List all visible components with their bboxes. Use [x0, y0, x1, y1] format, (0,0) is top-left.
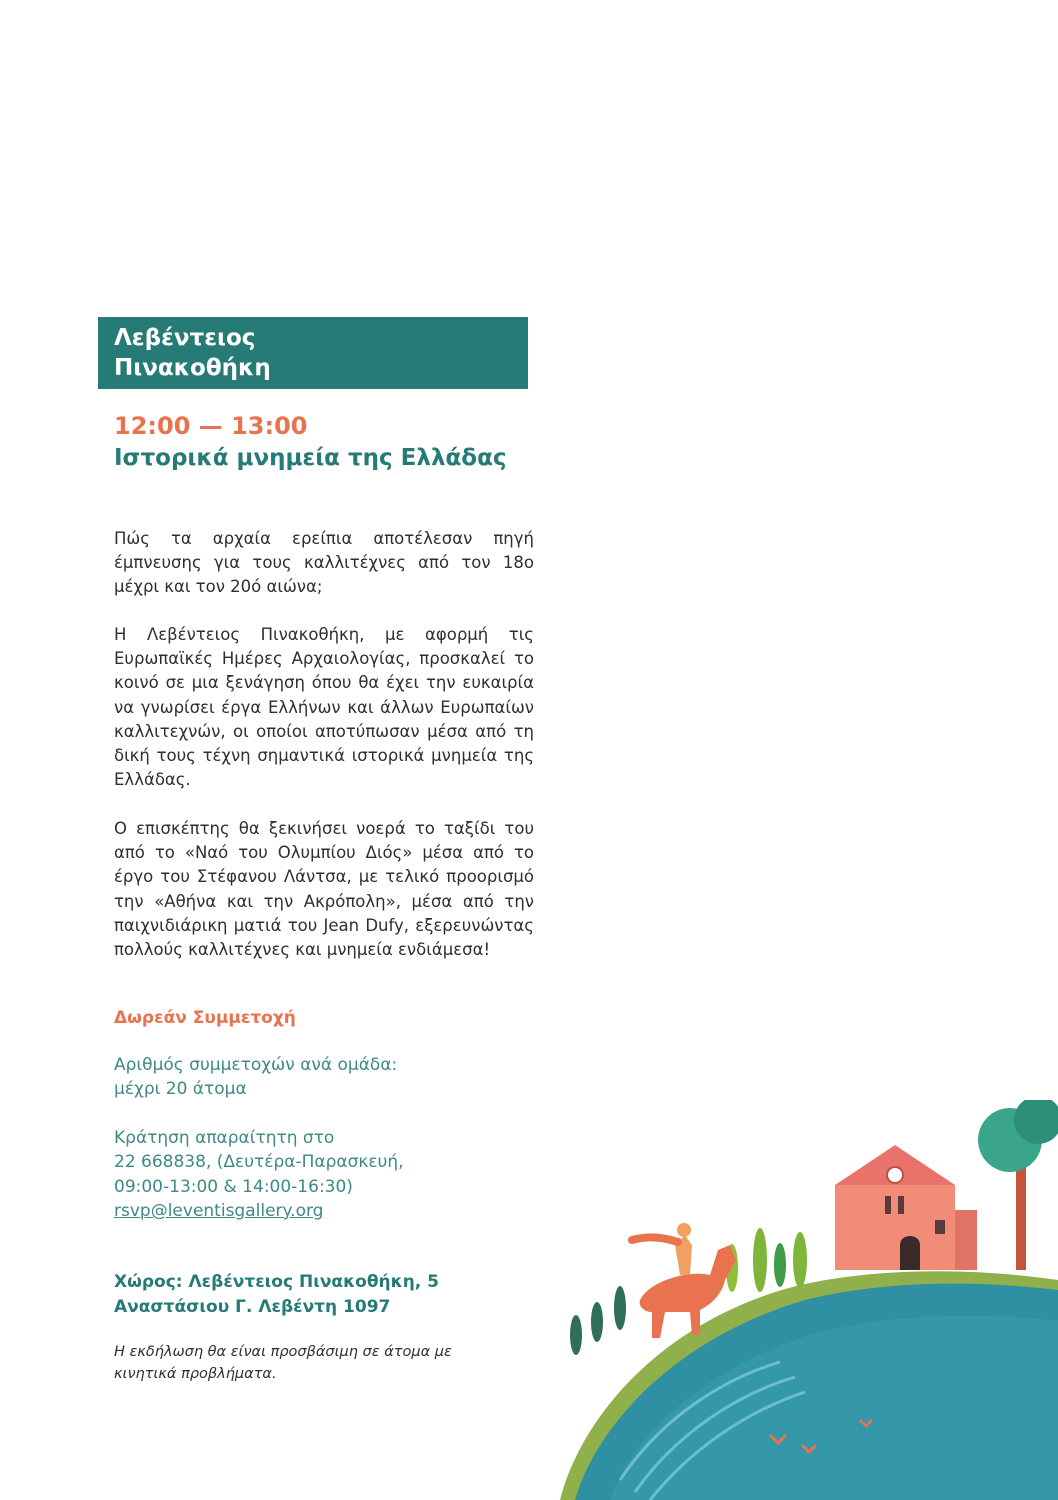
accessibility-note — [114, 1342, 534, 1385]
cypress-tree-icon — [614, 1286, 626, 1330]
group-size-line2: μέχρι 20 άτομα — [114, 1079, 247, 1100]
accessibility-line2: κινητικά προβλήματα. — [114, 1365, 277, 1382]
description-paragraph: Η Λεβέντειος Πινακοθήκη, με αφορμή τις Ευρωπαϊκές Ημέρες Αρχαιολογίας, προσκαλεί το κοινό σε μια ξενάγηση όπου θα έχει την ευκαιρία να γνωρίσει έργα Ελλήνων και άλλων Ευρωπαίων καλλιτεχνών, οι οποίοι αποτύπωσαν μέσα από τη δική τους τέχνη σημαντικά ιστορικά μνημεία της Ελλάδας. — [114, 625, 534, 790]
venue-banner-line2: Πινακοθήκη — [114, 355, 271, 381]
cypress-tree-icon — [753, 1228, 767, 1292]
location-line2: Αναστάσιου Γ. Λεβέντη 1097 — [114, 1297, 391, 1317]
church-icon — [835, 1145, 977, 1270]
group-size-line1: Αριθμός συμμετοχών ανά ομάδα: — [114, 1055, 398, 1075]
journey-paragraph: Ο επισκέπτης θα ξεκινήσει νοερά το ταξίδι του από το «Ναό του Ολυμπίου Διός» μέσα από το έργο του Στέφανου Λάντσα, με τελικό προορισμό την «Αθήνα και την Ακρόπολη», μέσα από την παιχνιδιάρικη ματιά του Jean Dufy, εξερευνώντας πολλούς καλλιτέχνες και μνημεία ενδιάμεσα! — [114, 819, 534, 960]
booking-phone: 22 668838, (Δευτέρα-Παρασκευή, — [114, 1152, 404, 1173]
cypress-tree-icon — [793, 1232, 807, 1288]
hill-landscape-illustration — [540, 1100, 1058, 1500]
location-address — [114, 1270, 439, 1320]
booking-info — [114, 1126, 404, 1223]
location-line1: Χώρος: Λεβέντειος Πινακοθήκη, 5 — [114, 1272, 440, 1292]
tree-icon — [978, 1100, 1058, 1270]
booking-hours: 09:00-13:00 & 14:00-16:30) — [114, 1176, 353, 1197]
venue-banner — [98, 317, 528, 389]
free-participation: Δωρεάν Συμμετοχή — [114, 1008, 296, 1028]
event-title: Ιστορικά μνημεία της Ελλάδας — [114, 445, 507, 471]
event-time: 12:00 — 13:00 — [114, 412, 308, 440]
cypress-tree-icon — [591, 1302, 603, 1342]
group-size-info — [114, 1053, 397, 1102]
accessibility-line1: Η εκδήλωση θα είναι προσβάσιμη σε άτομα με — [114, 1344, 452, 1360]
booking-line1: Κράτηση απαραίτητη στο — [114, 1128, 335, 1148]
email-link[interactable]: rsvp@leventisgallery.org — [114, 1200, 324, 1221]
venue-banner-line1: Λεβέντειος — [114, 325, 256, 351]
intro-paragraph: Πώς τα αρχαία ερείπια αποτέλεσαν πηγή έμπνευσης για τους καλλιτέχνες από τον 18ο μέχρι και τον 20ό αιώνα; — [114, 529, 534, 597]
cypress-tree-icon — [570, 1315, 582, 1355]
cypress-tree-icon — [774, 1243, 786, 1287]
